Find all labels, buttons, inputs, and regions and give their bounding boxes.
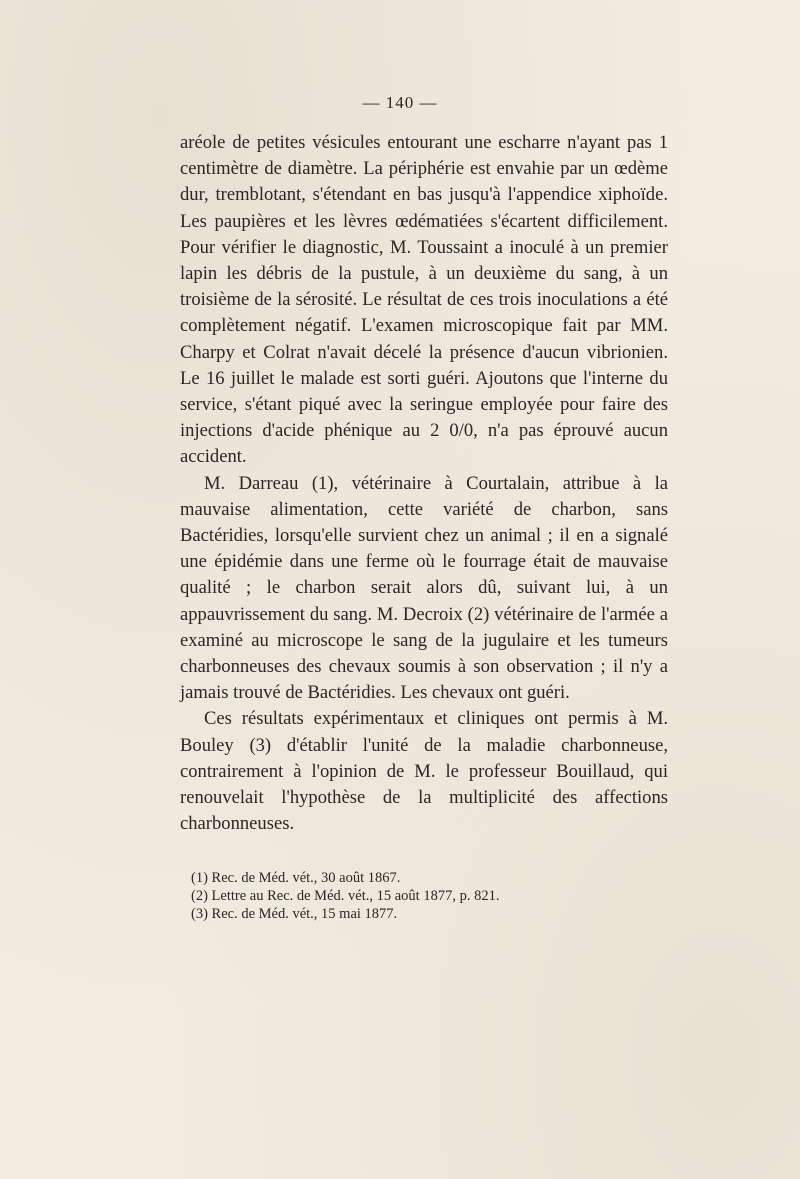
footnotes bbox=[191, 869, 661, 923]
paragraph-2: M. Darreau (1), vétérinaire à Courtalain, attribue à la mauvaise alimentation, cette variété de charbon, sans Bactéridies, lorsqu'elle survient chez un animal ; il en a signalé une épidémie dans une ferme où le fourrage était de mauvaise qualité ; le charbon serait alors dû, suivant lui, à un appauvrissement du sang. M. Decroix (2) vétérinaire de l'armée a examiné au microscope le sang de la jugulaire et les tumeurs charbonneuses des chevaux soumis à son observation ; il n'y a jamais trouvé de Bactéridies. Les chevaux ont guéri. bbox=[180, 472, 668, 704]
footnote-2: (2) Lettre au Rec. de Méd. vét., 15 août 1877, p. 821. bbox=[191, 888, 500, 904]
page-number: — 140 — bbox=[362, 93, 438, 112]
footnote-3: (3) Rec. de Méd. vét., 15 mai 1877. bbox=[191, 906, 398, 922]
paragraph-3: Ces résultats expérimentaux et cliniques ont permis à M. Bouley (3) d'établir l'unité de la maladie charbonneuse, contrairement à l'opinion de M. le professeur Bouillaud, qui renouvelait l'hypothèse de la multiplicité des affections charbonneuses. bbox=[180, 708, 668, 835]
paragraph-1: aréole de petites vésicules entourant une escharre n'ayant pas 1 centimètre de diamètre. La périphérie est envahie par un œdème dur, tremblotant, s'étendant en bas jusqu'à l'appendice xiphoïde. Les paupières et les lèvres œdématiées s'écartent difficilement. Pour vérifier le diagnostic, M. Toussaint a inoculé à un premier lapin les débris de la pustule, à un deuxième du sang, à un troisième de la sérosité. Le résultat de ces trois inoculations a été complètement négatif. L'examen microscopique fait par MM. Charpy et Colrat n'avait décelé la présence d'aucun vibrionien. Le 16 juillet le malade est sorti guéri. Ajoutons que l'interne du service, s'étant piqué avec la seringue employée pour faire des injections d'acide phénique au 2 0/0, n'a pas éprouvé aucun accident. bbox=[180, 132, 668, 468]
footnote-1: (1) Rec. de Méd. vét., 30 août 1867. bbox=[191, 870, 401, 886]
body-text bbox=[180, 130, 668, 837]
